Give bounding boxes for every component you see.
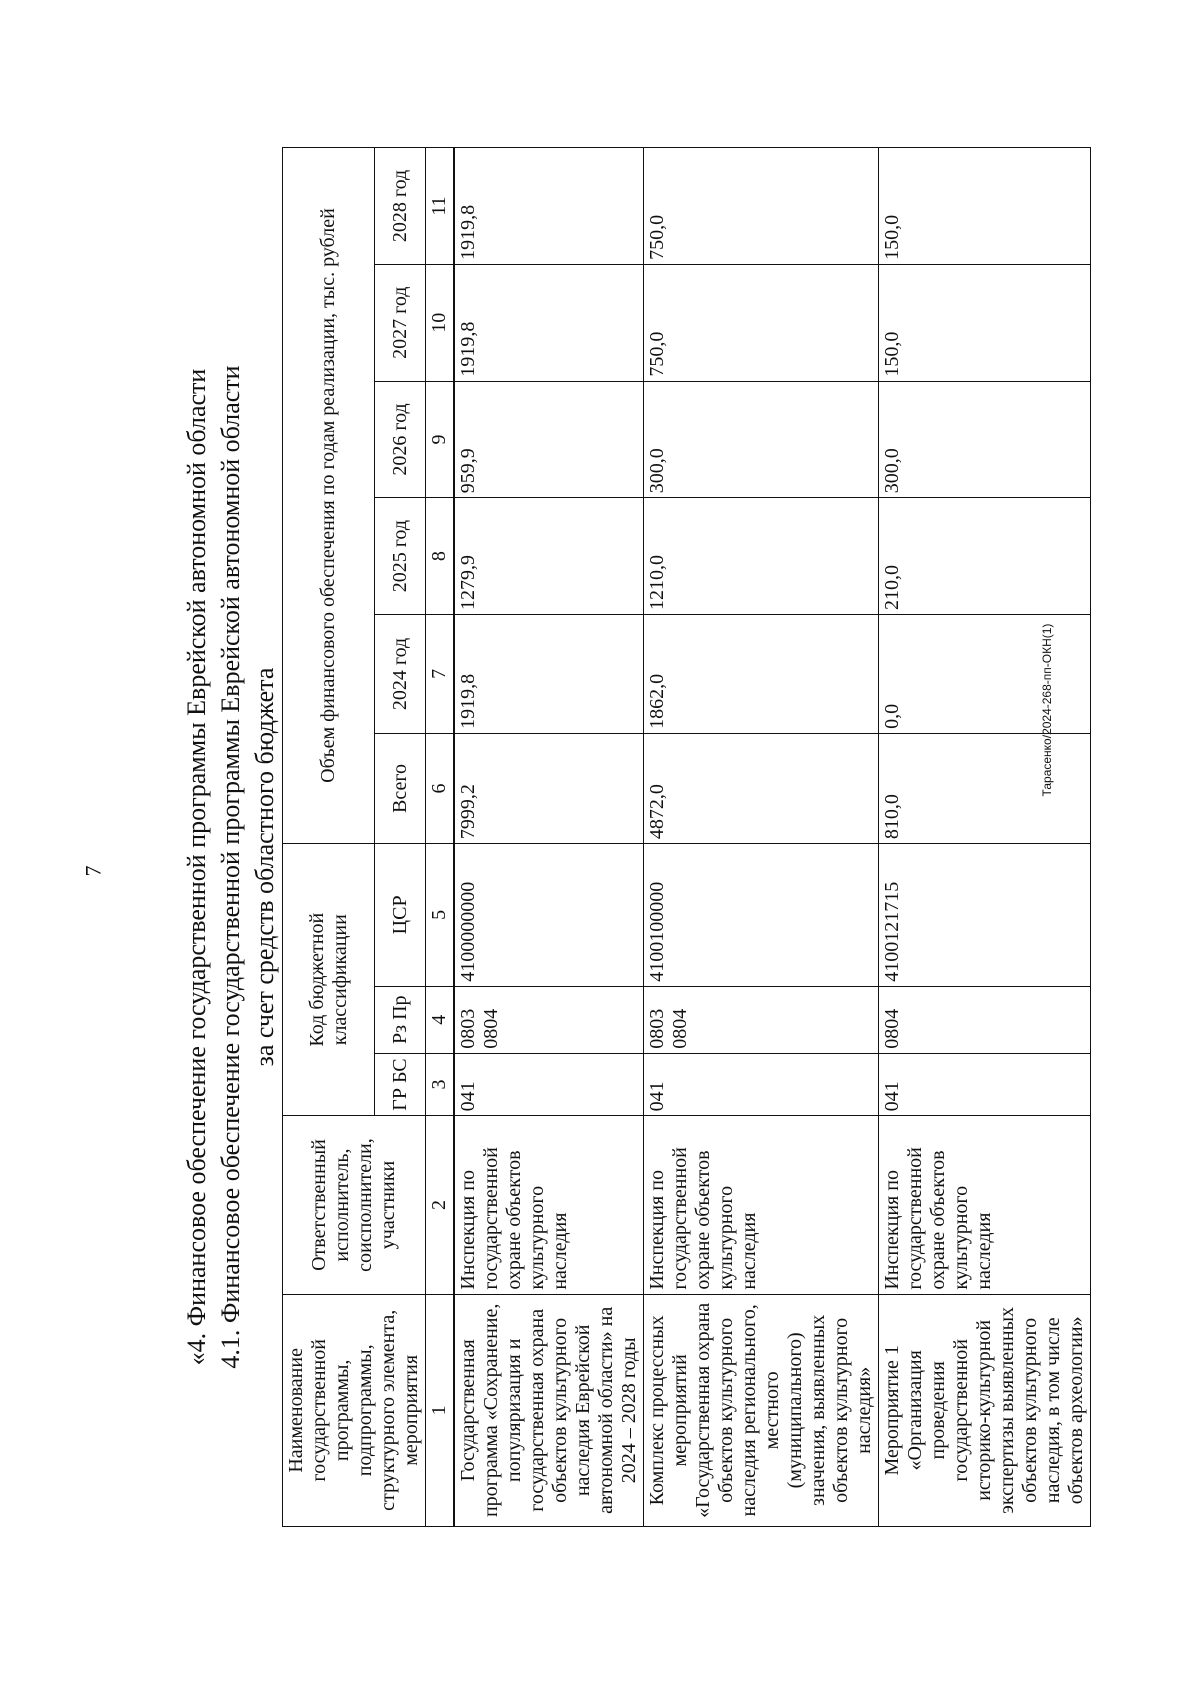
header-2024: 2024 год (375, 614, 426, 733)
row-responsible: Инспекция по государственной охране объектов культурного наследия (879, 1116, 1091, 1294)
row-2025: 1279,9 (454, 498, 644, 615)
row-2026: 300,0 (644, 381, 879, 498)
row-csr: 4100000000 (454, 844, 644, 987)
row-rzpr: 0804 (879, 986, 1091, 1053)
row-2025: 1210,0 (644, 498, 879, 615)
header-rzpr: Рз Пр (375, 986, 426, 1053)
row-total: 7999,2 (454, 733, 644, 843)
header-grbs: ГР БС (375, 1053, 426, 1116)
row-grbs: 041 (879, 1053, 1091, 1116)
header-total: Всего (375, 733, 426, 843)
col-number: 6 (426, 733, 455, 843)
col-number: 1 (426, 1294, 455, 1526)
row-2028: 1919,8 (454, 148, 644, 265)
row-name: Комплекс процессных мероприятий «Государственная охрана объектов культурного наследия регионального, местного (муниципального) значения, выявленных объектов культурного наследия» (644, 1294, 879, 1526)
table-header-row (283, 148, 375, 1527)
header-volume: Объем финансового обеспечения по годам реализации, тыс. рублей (283, 148, 375, 844)
header-budget-code: Код бюджетной классификации (283, 844, 375, 1116)
row-2024: 1919,8 (454, 614, 644, 733)
table-row (454, 148, 644, 1527)
row-2027: 750,0 (644, 264, 879, 381)
col-number: 3 (426, 1053, 455, 1116)
row-total: 4872,0 (644, 733, 879, 843)
row-2028: 750,0 (644, 148, 879, 265)
row-responsible: Инспекция по государственной охране объектов культурного наследия (454, 1116, 644, 1294)
header-2028: 2028 год (375, 148, 426, 265)
heading-line-2: 4.1. Финансовое обеспечение государственной программы Еврейской автономной области (216, 365, 245, 1369)
row-2025: 210,0 (879, 498, 1091, 615)
header-2027: 2027 год (375, 264, 426, 381)
header-2026: 2026 год (375, 381, 426, 498)
section-heading (180, 217, 282, 1517)
col-number: 5 (426, 844, 455, 987)
col-number: 7 (426, 614, 455, 733)
table-row (879, 148, 1091, 1527)
row-2027: 1919,8 (454, 264, 644, 381)
row-name: Государственная программа «Сохранение, популяризация и государственная охрана объектов культурного наследия Еврейской автономной области» на 2024 – 2028 годы (454, 1294, 644, 1526)
header-responsible: Ответственный исполнитель, соисполнители, участники (283, 1116, 426, 1294)
row-2026: 300,0 (879, 381, 1091, 498)
row-csr: 4100100000 (644, 844, 879, 987)
row-rzpr: 0803 0804 (454, 986, 644, 1053)
row-2028: 150,0 (879, 148, 1091, 265)
col-number: 8 (426, 498, 455, 615)
financing-table (282, 147, 1091, 1527)
col-number: 10 (426, 264, 455, 381)
col-number: 2 (426, 1116, 455, 1294)
row-2024: 0,0 (879, 614, 1091, 733)
row-responsible: Инспекция по государственной охране объектов культурного наследия (644, 1116, 879, 1294)
column-number-row (426, 148, 455, 1527)
heading-line-3: за счет средств областного бюджета (250, 667, 279, 1067)
header-csr: ЦСР (375, 844, 426, 987)
table-row (644, 148, 879, 1527)
col-number: 11 (426, 148, 455, 265)
row-total: 810,0 (879, 733, 1091, 843)
row-2026: 959,9 (454, 381, 644, 498)
col-number: 4 (426, 986, 455, 1053)
row-2027: 150,0 (879, 264, 1091, 381)
row-grbs: 041 (454, 1053, 644, 1116)
row-2024: 1862,0 (644, 614, 879, 733)
page-number: 7 (80, 865, 106, 877)
col-number: 9 (426, 381, 455, 498)
row-csr: 4100121715 (879, 844, 1091, 987)
document-code: Тарасенко/2024-268-пп-ОКН(1) (1040, 623, 1054, 797)
row-grbs: 041 (644, 1053, 879, 1116)
header-name: Наименование государственной программы, подпрограммы, структурного элемента, мероприятия (283, 1294, 426, 1526)
heading-line-1: «4. Финансовое обеспечение государственной программы Еврейской автономной области (182, 368, 211, 1366)
header-2025: 2025 год (375, 498, 426, 615)
row-name: Мероприятие 1 «Организация проведения государственной историко-культурной экспертизы выявленных объектов культурного наследия, в том числе объектов археологии» (879, 1294, 1091, 1526)
row-rzpr: 0803 0804 (644, 986, 879, 1053)
